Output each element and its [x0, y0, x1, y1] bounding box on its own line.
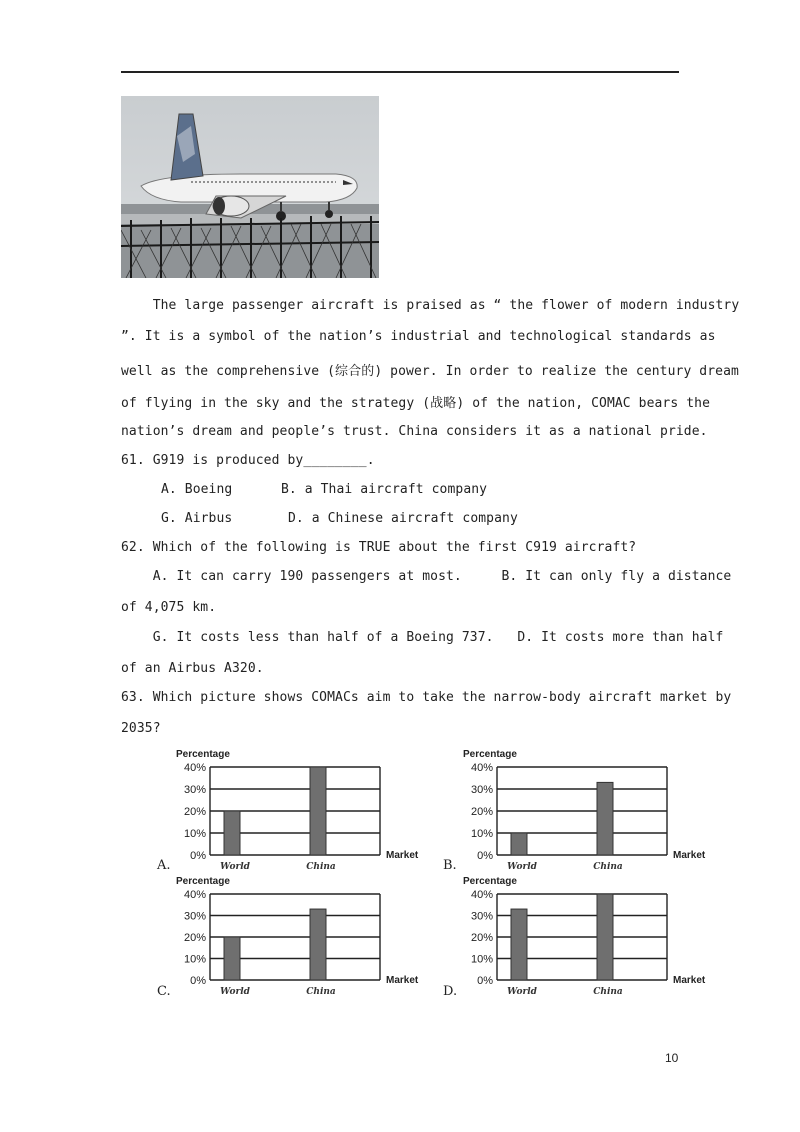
y-tick-label: 30%	[183, 910, 206, 923]
chart-option-d	[455, 872, 717, 1000]
y-tick-label: 0%	[190, 975, 206, 987]
x-category-label: China	[593, 862, 623, 872]
y-tick-label: 40%	[183, 889, 206, 901]
bar-world	[511, 833, 527, 855]
y-tick-label: 30%	[470, 910, 493, 923]
x-axis-label: Market	[386, 850, 419, 861]
x-category-label: World	[507, 987, 537, 997]
y-tick-label: 20%	[183, 806, 206, 818]
y-tick-label: 10%	[183, 828, 206, 840]
question-62-options-line-2: of 4,075 km.	[121, 600, 217, 615]
header-rule	[121, 71, 679, 73]
y-tick-label: 40%	[183, 762, 206, 774]
question-61-option-b: B. a Thai aircraft company	[281, 482, 488, 497]
passage-line-3: well as the comprehensive (综合的) power. In order to realize the century dream	[121, 364, 739, 379]
x-axis-label: Market	[673, 975, 706, 986]
bar-world	[224, 937, 240, 980]
x-category-label: World	[507, 862, 537, 872]
passage-line-2: ”. It is a symbol of the nation’s industrial and technological standards as	[121, 329, 716, 344]
y-axis-label: Percentage	[176, 749, 230, 760]
chart-label-b: B.	[443, 858, 457, 873]
page-number: 10	[665, 1051, 679, 1065]
x-category-label: World	[220, 862, 250, 872]
question-63-stem-line-1: 63. Which picture shows COMACs aim to take the narrow-body aircraft market by	[121, 690, 732, 705]
chart-label-a: A.	[157, 858, 171, 873]
chart-label-d: D.	[443, 984, 458, 999]
x-axis-label: Market	[673, 850, 706, 861]
question-61-option-a: A. Boeing	[161, 482, 233, 497]
y-axis-label: Percentage	[463, 749, 517, 760]
bar-world	[511, 909, 527, 980]
chart-option-a	[168, 745, 430, 875]
x-axis-label: Market	[386, 975, 419, 986]
y-tick-label: 10%	[470, 828, 493, 840]
x-category-label: China	[593, 987, 623, 997]
bar-china	[597, 894, 613, 980]
y-tick-label: 0%	[477, 975, 493, 987]
question-62-stem: 62. Which of the following is TRUE about the first C919 aircraft?	[121, 540, 637, 555]
y-tick-label: 10%	[470, 953, 493, 966]
y-tick-label: 20%	[183, 932, 206, 944]
question-62-options-line-1: A. It can carry 190 passengers at most. B. It can only fly a distance	[121, 569, 732, 584]
question-62-options-line-4: of an Airbus A320.	[121, 661, 264, 676]
bar-china	[597, 782, 613, 855]
chart-option-b	[455, 745, 717, 875]
x-category-label: World	[220, 987, 250, 997]
y-tick-label: 40%	[470, 762, 493, 774]
c919-aircraft-photo	[121, 96, 379, 278]
bar-china	[310, 767, 326, 855]
y-tick-label: 0%	[477, 850, 493, 862]
question-63-stem-line-2: 2035?	[121, 721, 161, 736]
bar-china	[310, 909, 326, 980]
y-tick-label: 40%	[470, 889, 493, 901]
bar-world	[224, 811, 240, 855]
x-category-label: China	[306, 862, 336, 872]
x-category-label: China	[306, 987, 336, 997]
question-61-stem: 61. G919 is produced by________.	[121, 453, 375, 468]
chart-option-c	[168, 872, 430, 1000]
y-tick-label: 20%	[470, 932, 493, 944]
question-61-option-c: G. Airbus	[161, 511, 233, 526]
chart-label-c: C.	[157, 984, 171, 999]
passage-line-1: The large passenger aircraft is praised as “ the flower of modern industry	[121, 298, 740, 313]
question-61-option-d: D. a Chinese aircraft company	[288, 511, 518, 526]
y-axis-label: Percentage	[463, 876, 517, 887]
question-62-options-line-3: G. It costs less than half of a Boeing 737. D. It costs more than half	[121, 630, 724, 645]
y-tick-label: 30%	[470, 784, 493, 796]
y-tick-label: 30%	[183, 784, 206, 796]
y-axis-label: Percentage	[176, 876, 230, 887]
y-tick-label: 0%	[190, 850, 206, 862]
y-tick-label: 10%	[183, 953, 206, 966]
passage-line-5: nation’s dream and people’s trust. China considers it as a national pride.	[121, 424, 708, 439]
passage-line-4: of flying in the sky and the strategy (战略) of the nation, COMAC bears the	[121, 396, 710, 411]
y-tick-label: 20%	[470, 806, 493, 818]
